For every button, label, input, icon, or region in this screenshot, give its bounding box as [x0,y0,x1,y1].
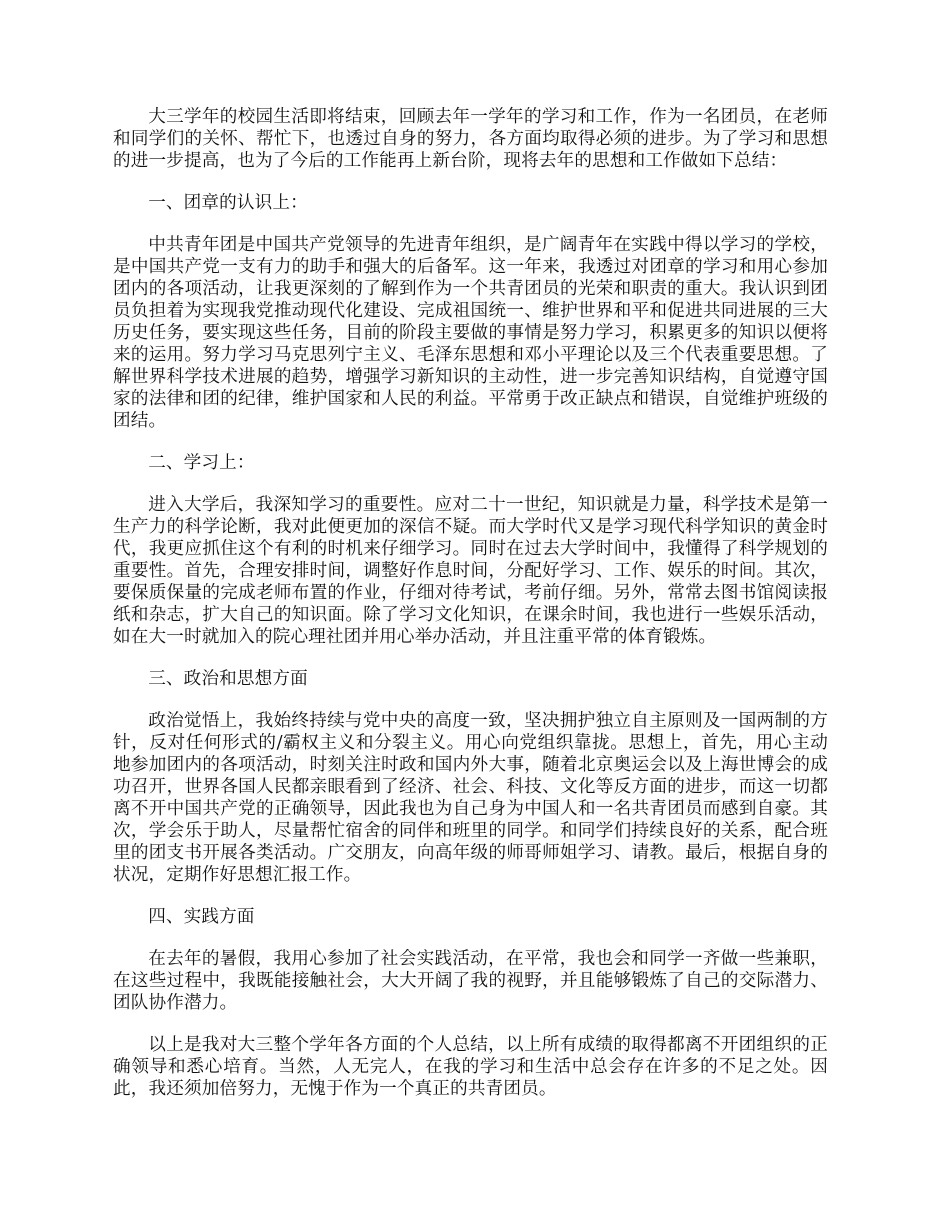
section-heading-charter: 一、团章的认识上： [148,193,308,213]
section-heading-practice: 四、实践方面 [148,907,255,927]
section-body-practice: 在去年的暑假，我用心参加了社会实践活动，在平常，我也会和同学一齐做一些兼职，在这些过程中，我既能接触社会，大大开阔了我的视野，并且能够锻炼了自己的交际潜力、团队协作潜力。 [113,949,828,1013]
intro-paragraph: 大三学年的校园生活即将结束，回顾去年一学年的学习和工作，作为一名团员，在老师和同学们的关怀、帮忙下，也透过自身的努力，各方面均取得必须的进步。为了学习和思想的进一步提高，也为了今后的工作能再上新台阶，现将去年的思想和工作做如下总结： [113,107,828,171]
section-body-study: 进入大学后，我深知学习的重要性。应对二十一世纪，知识就是力量，科学技术是第一生产力的科学论断，我对此便更加的深信不疑。而大学时代又是学习现代科学知识的黄金时代，我更应抓住这个有利的时机来仔细学习。同时在过去大学时间中，我懂得了科学规划的重要性。首先，合理安排时间，调整好作息时间，分配好学习、工作、娱乐的时间。其次，要保质保量的完成老师布置的作业，仔细对待考试，考前仔细。另外，常常去图书馆阅读报纸和杂志，扩大自己的知识面。除了学习文化知识，在课余时间，我也进行一些娱乐活动，如在大一时就加入的院心理社团并用心举办活动，并且注重平常的体育锻炼。 [113,495,828,647]
document-body [113,106,828,1120]
section-heading-study: 二、学习上： [148,453,255,473]
section-heading-politics: 三、政治和思想方面 [148,669,308,689]
section-body-politics: 政治觉悟上，我始终持续与党中央的高度一致，坚决拥护独立自主原则及一国两制的方针，反对任何形式的/霸权主义和分裂主义。用心向党组织靠拢。思想上，首先，用心主动地参加团内的各项活动，时刻关注时政和国内外大事，随着北京奥运会以及上海世博会的成功召开，世界各国人民都亲眼看到了经济、社会、科技、文化等反方面的进步，而这一切都离不开中国共产党的正确领导，因此我也为自己身为中国人和一名共青团员而感到自豪。其次，学会乐于助人，尽量帮忙宿舍的同伴和班里的同学。和同学们持续良好的关系，配合班里的团支书开展各类活动。广交朋友，向高年级的师哥师姐学习、请教。最后，根据自身的状况，定期作好思想汇报工作。 [113,711,828,885]
conclusion-paragraph: 以上是我对大三整个学年各方面的个人总结，以上所有成绩的取得都离不开团组织的正确领导和悉心培育。当然，人无完人，在我的学习和生活中总会存在许多的不足之处。因此，我还须加倍努力，无愧于作为一个真正的共青团员。 [113,1035,828,1099]
section-body-charter: 中共青年团是中国共产党领导的先进青年组织，是广阔青年在实践中得以学习的学校，是中国共产党一支有力的助手和强大的后备军。这一年来，我透过对团章的学习和用心参加团内的各项活动，让我更深刻的了解到作为一个共青团员的光荣和职责的重大。我认识到团员负担着为实现我党推动现代化建设、完成祖国统一、维护世界和平和促进共同进展的三大历史任务，要实现这些任务，目前的阶段主要做的事情是努力学习，积累更多的知识以便将来的运用。努力学习马克思列宁主义、毛泽东思想和邓小平理论以及三个代表重要思想。了解世界科学技术进展的趋势，增强学习新知识的主动性，进一步完善知识结构，自觉遵守国家的法律和团的纪律，维护国家和人民的利益。平常勇于改正缺点和错误，自觉维护班级的团结。 [113,235,828,431]
